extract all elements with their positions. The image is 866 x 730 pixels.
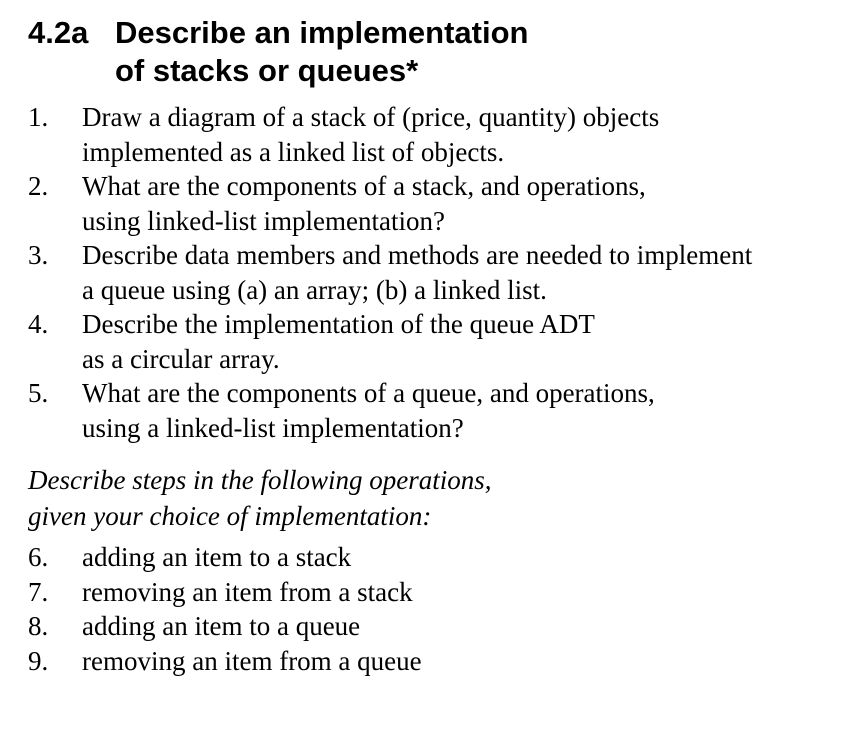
question-number: 2. <box>28 171 49 201</box>
section-title-line-2: of stacks or queues* <box>115 53 419 88</box>
operation-list <box>28 540 422 678</box>
section-title <box>115 14 675 90</box>
question-text-line-2: a queue using (a) an array; (b) a linked list. <box>82 274 547 305</box>
operation-text: removing an item from a queue <box>82 645 422 676</box>
question-text-line-1: What are the components of a queue, and operations, <box>82 378 655 408</box>
operation-text: adding an item to a stack <box>82 542 352 572</box>
question-text-line-1: What are the components of a stack, and operations, <box>82 171 646 201</box>
question-number: 5. <box>28 378 49 408</box>
operation-item <box>28 575 422 610</box>
operations-intro <box>28 462 491 534</box>
section-number: 4.2a <box>28 15 89 50</box>
operation-number: 7. <box>28 576 49 607</box>
question-number: 4. <box>28 309 49 339</box>
operation-number: 8. <box>28 611 49 641</box>
question-item <box>28 376 752 445</box>
question-number: 1. <box>28 102 49 132</box>
question-list <box>28 100 752 445</box>
question-text-line-1: Draw a diagram of a stack of (price, quantity) objects <box>82 102 660 132</box>
question-number: 3. <box>28 240 49 270</box>
question-text-line-2: implemented as a linked list of objects. <box>82 136 505 167</box>
operation-text: adding an item to a queue <box>82 611 361 641</box>
operation-number: 9. <box>28 645 49 676</box>
question-text-line-1: Describe data members and methods are needed to implement <box>82 240 753 270</box>
question-item <box>28 169 752 238</box>
operation-text: removing an item from a stack <box>82 576 413 607</box>
section-title-line-1: Describe an implementation <box>115 15 529 50</box>
question-text-line-2: using linked-list implementation? <box>82 205 445 236</box>
question-item <box>28 307 752 376</box>
operation-item <box>28 609 422 644</box>
question-text-line-2: as a circular array. <box>82 343 280 374</box>
operation-item <box>28 644 422 679</box>
operations-intro-line-2: given your choice of implementation: <box>28 501 432 531</box>
operation-number: 6. <box>28 542 49 572</box>
question-item <box>28 100 752 169</box>
question-text-line-2: using a linked-list implementation? <box>82 412 464 443</box>
question-item <box>28 238 752 307</box>
question-text-line-1: Describe the implementation of the queue ADT <box>82 309 595 339</box>
operation-item <box>28 540 422 575</box>
operations-intro-line-1: Describe steps in the following operations, <box>28 465 492 495</box>
